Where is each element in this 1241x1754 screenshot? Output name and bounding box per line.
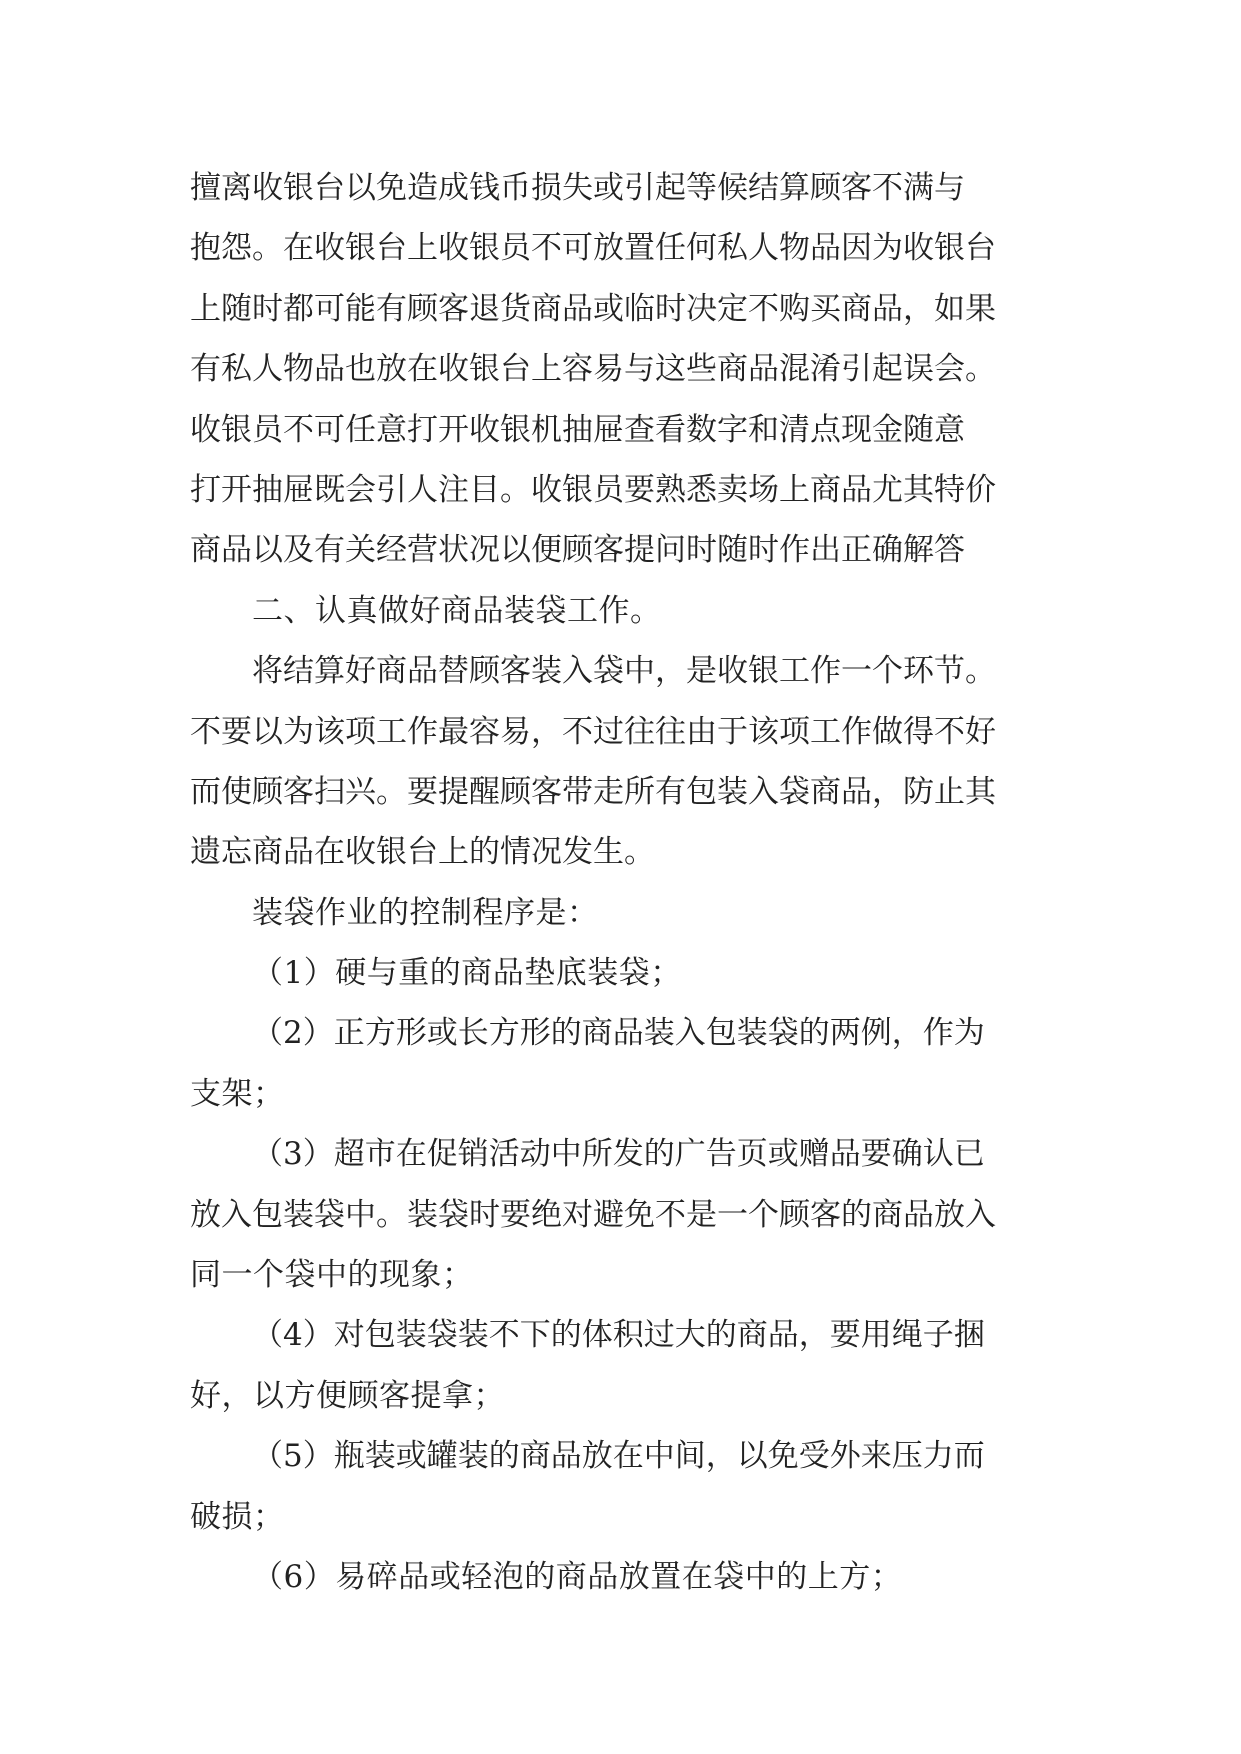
text-line: 上随时都可能有顾客退货商品或临时决定不购买商品，如果 bbox=[190, 290, 996, 327]
text-line: 有私人物品也放在收银台上容易与这些商品混淆引起误会。 bbox=[190, 351, 996, 388]
list-item: （5）瓶装或罐装的商品放在中间，以免受外来压力而 bbox=[252, 1438, 985, 1475]
text-line: 遗忘商品在收银台上的情况发生。 bbox=[190, 834, 655, 871]
text-line: 擅离收银台以免造成钱币损失或引起等候结算顾客不满与 bbox=[190, 170, 965, 206]
text-line: 不要以为该项工作最容易，不过往往由于该项工作做得不好 bbox=[190, 713, 996, 750]
paragraph-start: 装袋作业的控制程序是： bbox=[252, 894, 599, 931]
text-line: 收银员不可任意打开收银机抽屉查看数字和清点现金随意 bbox=[190, 411, 965, 448]
section-heading: 二、认真做好商品装袋工作。 bbox=[252, 592, 662, 629]
list-item: （1）硬与重的商品垫底装袋； bbox=[252, 955, 682, 992]
paragraph-start: 将结算好商品替顾客装入袋中，是收银工作一个环节。 bbox=[252, 653, 996, 690]
list-item-continuation: 同一个袋中的现象； bbox=[190, 1257, 474, 1294]
list-item-continuation: 放入包装袋中。装袋时要绝对避免不是一个顾客的商品放入 bbox=[190, 1196, 996, 1233]
text-line: 抱怨。在收银台上收银员不可放置任何私人物品因为收银台 bbox=[190, 230, 996, 267]
text-line: 而使顾客扫兴。要提醒顾客带走所有包装入袋商品，防止其 bbox=[190, 773, 996, 810]
text-line: 打开抽屉既会引人注目。收银员要熟悉卖场上商品尤其特价 bbox=[190, 471, 996, 508]
list-item-continuation: 支架； bbox=[190, 1075, 285, 1112]
list-item-continuation: 好，以方便顾客提拿； bbox=[190, 1377, 505, 1414]
list-item-continuation: 破损； bbox=[190, 1498, 285, 1535]
list-item: （2）正方形或长方形的商品装入包装袋的两例，作为 bbox=[252, 1015, 985, 1052]
text-line: 商品以及有关经营状况以便顾客提问时随时作出正确解答 bbox=[190, 532, 965, 569]
list-item: （6）易碎品或轻泡的商品放置在袋中的上方； bbox=[252, 1558, 903, 1595]
document-body bbox=[190, 158, 1050, 1607]
list-item: （4）对包装袋装不下的体积过大的商品，要用绳子捆 bbox=[252, 1317, 985, 1354]
list-item: （3）超市在促销活动中所发的广告页或赠品要确认已 bbox=[252, 1136, 985, 1173]
